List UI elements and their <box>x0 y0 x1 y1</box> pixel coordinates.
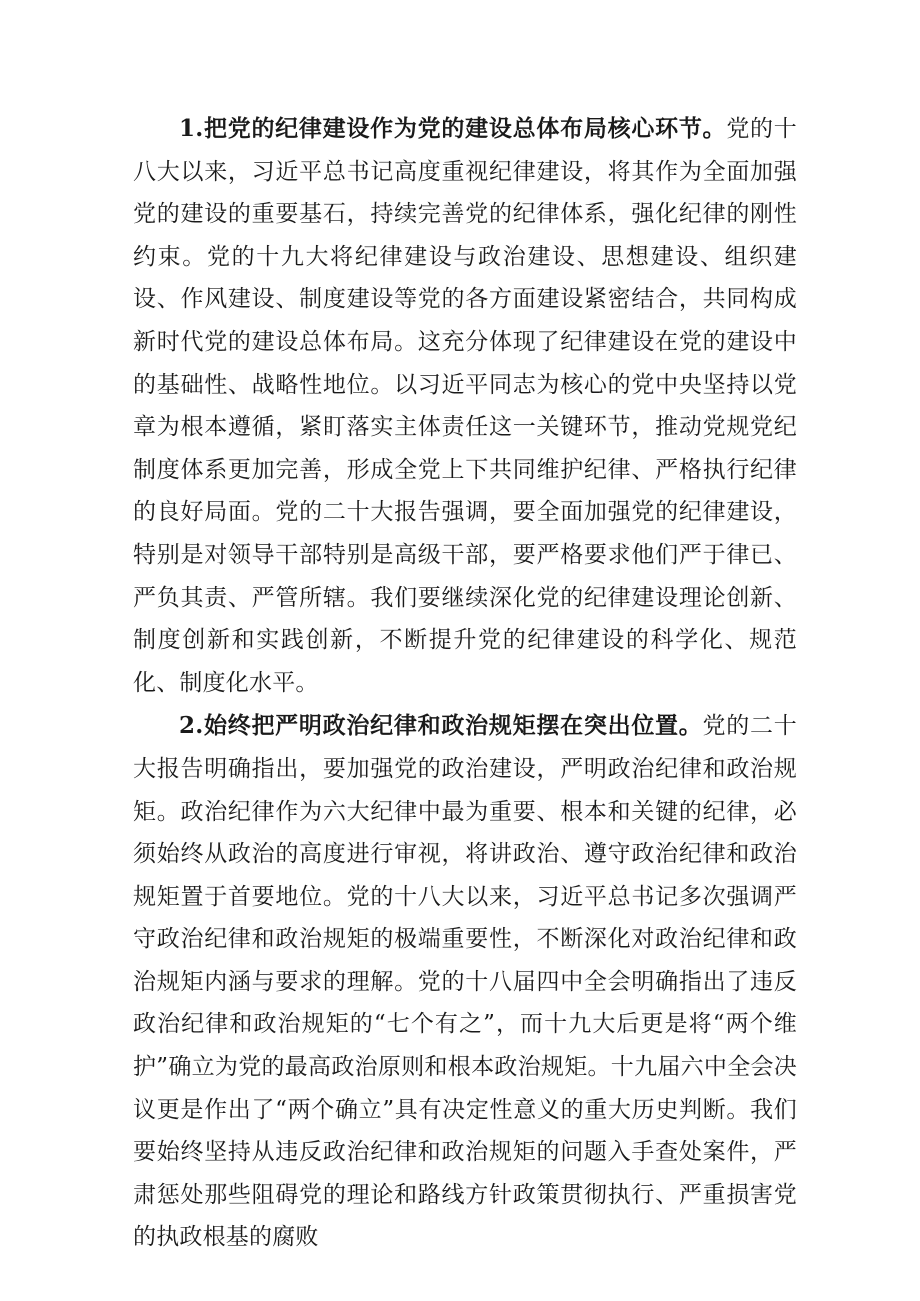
paragraph-2 <box>133 705 797 1259</box>
paragraph-1-heading: 1.把党的纪律建设作为党的建设总体布局核心环节。 <box>179 115 727 142</box>
paragraph-2-heading: 2.始终把严明政治纪律和政治规矩摆在突出位置。 <box>179 712 703 740</box>
paragraph-1 <box>133 108 797 704</box>
document-body <box>133 108 797 1259</box>
paragraph-2-body: 党的二十大报告明确指出，要加强党的政治建设，严明政治纪律和政治规矩。政治纪律作为六大纪律中最为重要、根本和关键的纪律，必须始终从政治的高度进行审视，将讲政治、遵守政治纪律和政治规矩置于首要地位。党的十八大以来，习近平总书记多次强调严守政治纪律和政治规矩的极端重要性，不断深化对政治纪律和政治规矩内涵与要求的理解。党的十八届四中全会明确指出了违反政治纪律和政治规矩的“七个有之”，而十九大后更是将“两个维护”确立为党的最高政治原则和根本政治规矩。十九届六中全会决议更是作出了“两个确立”具有决定性意义的重大历史判断。我们要始终坚持从违反政治纪律和政治规矩的问题入手查处案件，严肃惩处那些阻碍党的理论和路线方针政策贯彻执行、严重损害党的执政根基的腐败 <box>133 713 797 1251</box>
paragraph-1-body: 党的十八大以来，习近平总书记高度重视纪律建设，将其作为全面加强党的建设的重要基石，持续完善党的纪律体系，强化纪律的刚性约束。党的十九大将纪律建设与政治建设、思想建设、组织建设、作风建设、制度建设等党的各方面建设紧密结合，共同构成新时代党的建设总体布局。这充分体现了纪律建设在党的建设中的基础性、战略性地位。以习近平同志为核心的党中央坚持以党章为根本遵循，紧盯落实主体责任这一关键环节，推动党规党纪制度体系更加完善，形成全党上下共同维护纪律、严格执行纪律的良好局面。党的二十大报告强调，要全面加强党的纪律建设，特别是对领导干部特别是高级干部，要严格要求他们严于律已、严负其责、严管所辖。我们要继续深化党的纪律建设理论创新、制度创新和实践创新，不断提升党的纪律建设的科学化、规范化、制度化水平。 <box>133 116 797 696</box>
